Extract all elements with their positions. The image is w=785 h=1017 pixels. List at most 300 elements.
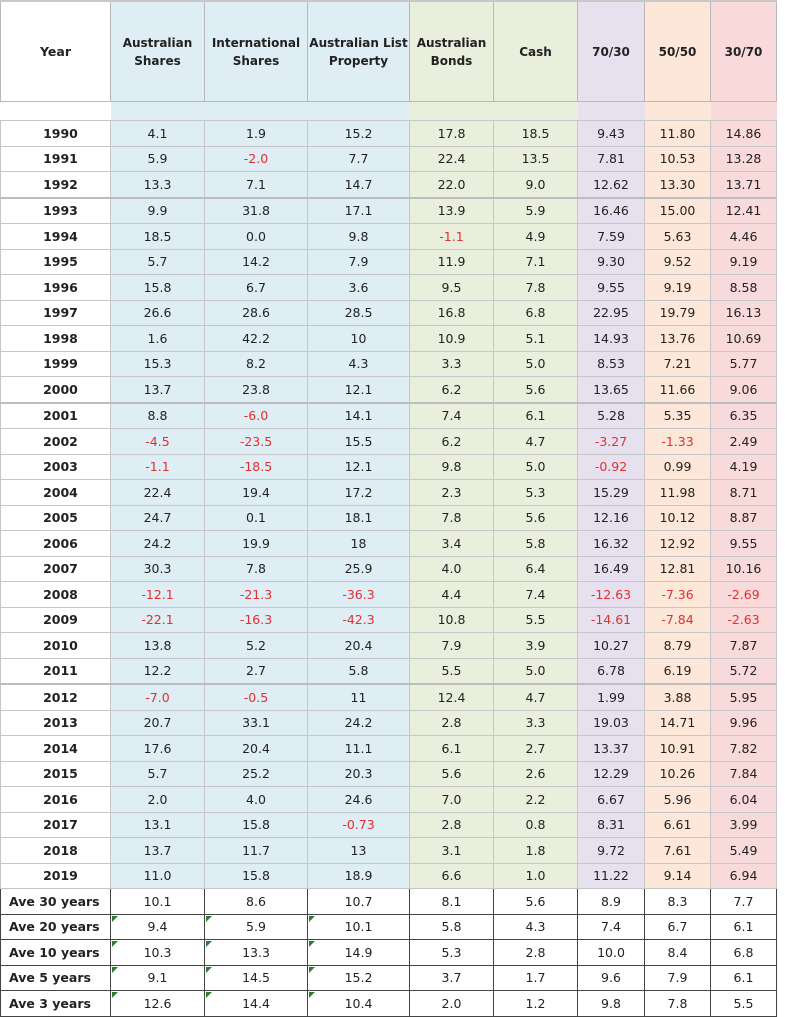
average-value: 2.8 — [525, 944, 546, 960]
mix-50-50-cell: 7.21 — [645, 351, 711, 377]
average-value: 1.7 — [525, 970, 546, 986]
average-value: 6.7 — [667, 919, 688, 935]
mix-30-70-cell: 2.49 — [711, 429, 777, 455]
international-shares-cell: 14.2 — [205, 249, 308, 275]
year-cell: 1999 — [1, 351, 111, 377]
table-row — [1, 684, 777, 710]
header-50-50: 50/50 — [645, 1, 711, 102]
year-cell: 1994 — [1, 224, 111, 250]
mix-30-70-cell: 8.58 — [711, 275, 777, 301]
mix-70-30-cell: 22.95 — [578, 300, 645, 326]
australian-bonds-cell: 7.4 — [410, 403, 494, 429]
australian-shares-average-cell — [111, 991, 205, 1017]
mix-30-70-average-cell — [711, 889, 777, 915]
formula-marker-icon — [309, 941, 315, 947]
year-cell: 2009 — [1, 607, 111, 633]
mix-50-50-cell: 14.71 — [645, 710, 711, 736]
international-shares-cell: 28.6 — [205, 300, 308, 326]
average-value: 5.5 — [733, 995, 754, 1011]
cash-average-cell — [494, 940, 578, 966]
international-shares-average-cell — [205, 889, 308, 915]
mix-50-50-cell: 10.26 — [645, 761, 711, 787]
mix-70-30-cell: 16.49 — [578, 556, 645, 582]
australian-shares-average-cell — [111, 940, 205, 966]
formula-marker-icon — [309, 992, 315, 998]
average-row — [1, 889, 777, 915]
international-shares-cell: -18.5 — [205, 454, 308, 480]
mix-70-30-cell: -14.61 — [578, 607, 645, 633]
year-cell: 2008 — [1, 582, 111, 608]
average-value: 14.9 — [344, 944, 373, 960]
year-cell: 2015 — [1, 761, 111, 787]
mix-50-50-cell: 8.79 — [645, 633, 711, 659]
australian-list-property-cell: 18 — [308, 531, 410, 557]
header-australian-list-property: Australian List Property — [308, 1, 410, 102]
australian-bonds-cell: 16.8 — [410, 300, 494, 326]
cash-cell: 5.1 — [494, 326, 578, 352]
international-shares-average-cell — [205, 914, 308, 940]
mix-70-30-cell: 10.27 — [578, 633, 645, 659]
formula-marker-icon — [112, 967, 118, 973]
mix-50-50-cell: 9.19 — [645, 275, 711, 301]
australian-bonds-cell: 22.0 — [410, 172, 494, 198]
mix-50-50-cell: 5.35 — [645, 403, 711, 429]
mix-70-30-average-cell — [578, 940, 645, 966]
average-value: 7.7 — [733, 893, 754, 909]
australian-shares-cell: 26.6 — [111, 300, 205, 326]
mix-30-70-cell: 13.28 — [711, 146, 777, 172]
australian-shares-average-cell — [111, 889, 205, 915]
table-row — [1, 736, 777, 762]
mix-70-30-cell: 13.65 — [578, 377, 645, 403]
australian-list-property-cell: 24.2 — [308, 710, 410, 736]
mix-30-70-cell: 5.49 — [711, 838, 777, 864]
table-row — [1, 224, 777, 250]
mix-50-50-cell: 9.52 — [645, 249, 711, 275]
mix-30-70-cell: 6.94 — [711, 863, 777, 889]
average-value: 8.9 — [601, 893, 621, 909]
international-shares-cell: 19.4 — [205, 480, 308, 506]
mix-50-50-cell: 3.88 — [645, 684, 711, 710]
average-label-cell: Ave 5 years — [1, 965, 111, 991]
australian-shares-cell: 20.7 — [111, 710, 205, 736]
mix-50-50-cell: 19.79 — [645, 300, 711, 326]
year-cell: 2006 — [1, 531, 111, 557]
mix-50-50-cell: -7.36 — [645, 582, 711, 608]
average-value: 9.8 — [601, 995, 621, 1011]
australian-shares-cell: 13.8 — [111, 633, 205, 659]
average-value: 8.6 — [246, 893, 266, 909]
cash-cell: 9.0 — [494, 172, 578, 198]
mix-30-70-cell: 9.06 — [711, 377, 777, 403]
header-30-70: 30/70 — [711, 1, 777, 102]
mix-30-70-cell: -2.63 — [711, 607, 777, 633]
year-cell: 2003 — [1, 454, 111, 480]
australian-shares-average-cell — [111, 914, 205, 940]
cash-cell: 5.0 — [494, 454, 578, 480]
australian-list-property-cell: -0.73 — [308, 812, 410, 838]
australian-list-property-cell: 15.2 — [308, 121, 410, 147]
cash-cell: 3.3 — [494, 710, 578, 736]
formula-marker-icon — [206, 992, 212, 998]
table-row — [1, 198, 777, 224]
australian-shares-cell: -12.1 — [111, 582, 205, 608]
average-value: 8.1 — [441, 893, 462, 909]
australian-bonds-cell: 2.8 — [410, 710, 494, 736]
international-shares-cell: -0.5 — [205, 684, 308, 710]
header-spacer-row — [1, 102, 777, 121]
mix-70-30-cell: -3.27 — [578, 429, 645, 455]
mix-30-70-cell: 4.46 — [711, 224, 777, 250]
australian-shares-cell: 11.0 — [111, 863, 205, 889]
australian-list-property-cell: 17.2 — [308, 480, 410, 506]
year-cell: 1993 — [1, 198, 111, 224]
australian-list-property-cell: 5.8 — [308, 658, 410, 684]
australian-bonds-average-cell — [410, 940, 494, 966]
mix-50-50-cell: 11.80 — [645, 121, 711, 147]
international-shares-cell: 42.2 — [205, 326, 308, 352]
cash-cell: 4.7 — [494, 684, 578, 710]
mix-30-70-cell: 8.87 — [711, 505, 777, 531]
table-row — [1, 531, 777, 557]
mix-50-50-cell: -7.84 — [645, 607, 711, 633]
international-shares-cell: -2.0 — [205, 146, 308, 172]
mix-30-70-cell: 16.13 — [711, 300, 777, 326]
header-cash: Cash — [494, 1, 578, 102]
cash-average-cell — [494, 914, 578, 940]
australian-shares-cell: 13.3 — [111, 172, 205, 198]
australian-list-property-cell: 12.1 — [308, 454, 410, 480]
australian-shares-cell: 17.6 — [111, 736, 205, 762]
australian-list-property-cell: 17.1 — [308, 198, 410, 224]
australian-list-property-cell: 13 — [308, 838, 410, 864]
year-cell: 2005 — [1, 505, 111, 531]
australian-list-property-cell: 20.3 — [308, 761, 410, 787]
mix-70-30-cell: 8.31 — [578, 812, 645, 838]
table-row — [1, 658, 777, 684]
average-value: 3.7 — [441, 970, 462, 986]
australian-list-property-cell: 20.4 — [308, 633, 410, 659]
international-shares-cell: 5.2 — [205, 633, 308, 659]
international-shares-cell: 20.4 — [205, 736, 308, 762]
international-shares-cell: 0.1 — [205, 505, 308, 531]
table-row — [1, 326, 777, 352]
average-value: 13.3 — [242, 944, 270, 960]
average-value: 6.1 — [733, 970, 754, 986]
international-shares-cell: -23.5 — [205, 429, 308, 455]
table-row — [1, 863, 777, 889]
australian-shares-cell: -1.1 — [111, 454, 205, 480]
spacer-cell — [711, 102, 777, 121]
international-shares-cell: 7.1 — [205, 172, 308, 198]
average-value: 7.9 — [667, 970, 688, 986]
australian-bonds-cell: 6.6 — [410, 863, 494, 889]
year-cell: 1998 — [1, 326, 111, 352]
australian-list-property-cell: 11.1 — [308, 736, 410, 762]
average-value: 2.0 — [441, 995, 462, 1011]
australian-shares-cell: 1.6 — [111, 326, 205, 352]
mix-30-70-cell: 10.16 — [711, 556, 777, 582]
australian-bonds-cell: 5.6 — [410, 761, 494, 787]
table-row — [1, 351, 777, 377]
year-cell: 2001 — [1, 403, 111, 429]
average-value: 5.3 — [441, 944, 462, 960]
cash-cell: 5.9 — [494, 198, 578, 224]
australian-shares-cell: 13.7 — [111, 377, 205, 403]
australian-bonds-cell: 9.5 — [410, 275, 494, 301]
australian-list-property-cell: 14.1 — [308, 403, 410, 429]
australian-shares-cell: 18.5 — [111, 224, 205, 250]
mix-30-70-cell: 6.04 — [711, 787, 777, 813]
cash-cell: 6.8 — [494, 300, 578, 326]
formula-marker-icon — [309, 916, 315, 922]
cash-cell: 2.6 — [494, 761, 578, 787]
cash-cell: 1.8 — [494, 838, 578, 864]
australian-bonds-cell: 7.9 — [410, 633, 494, 659]
mix-50-50-cell: 15.00 — [645, 198, 711, 224]
mix-50-50-average-cell — [645, 889, 711, 915]
cash-cell: 7.1 — [494, 249, 578, 275]
mix-30-70-cell: 9.96 — [711, 710, 777, 736]
cash-average-cell — [494, 965, 578, 991]
mix-30-70-cell: 3.99 — [711, 812, 777, 838]
australian-shares-cell: 5.7 — [111, 249, 205, 275]
australian-shares-cell: 5.9 — [111, 146, 205, 172]
header-70-30: 70/30 — [578, 1, 645, 102]
average-value: 1.2 — [525, 995, 546, 1011]
australian-shares-cell: 12.2 — [111, 658, 205, 684]
mix-70-30-cell: -12.63 — [578, 582, 645, 608]
australian-bonds-cell: 4.0 — [410, 556, 494, 582]
cash-cell: 7.8 — [494, 275, 578, 301]
australian-bonds-average-cell — [410, 965, 494, 991]
mix-70-30-cell: 9.72 — [578, 838, 645, 864]
average-value: 9.1 — [147, 970, 168, 986]
mix-70-30-average-cell — [578, 965, 645, 991]
cash-cell: 18.5 — [494, 121, 578, 147]
australian-list-property-average-cell — [308, 991, 410, 1017]
mix-50-50-cell: 7.61 — [645, 838, 711, 864]
spacer-cell — [205, 102, 308, 121]
average-value: 14.4 — [242, 995, 270, 1011]
average-row — [1, 965, 777, 991]
australian-shares-cell: 5.7 — [111, 761, 205, 787]
table-row — [1, 812, 777, 838]
average-value: 10.1 — [143, 893, 172, 909]
cash-cell: 4.7 — [494, 429, 578, 455]
mix-30-70-cell: 14.86 — [711, 121, 777, 147]
international-shares-cell: 15.8 — [205, 812, 308, 838]
average-value: 6.1 — [733, 919, 754, 935]
cash-cell: 2.7 — [494, 736, 578, 762]
year-cell: 2016 — [1, 787, 111, 813]
australian-list-property-cell: 7.9 — [308, 249, 410, 275]
table-row — [1, 300, 777, 326]
australian-list-property-cell: 18.9 — [308, 863, 410, 889]
spacer-cell — [578, 102, 645, 121]
average-label-cell: Ave 20 years — [1, 914, 111, 940]
mix-30-70-cell: 7.87 — [711, 633, 777, 659]
formula-marker-icon — [112, 916, 118, 922]
australian-bonds-cell: 4.4 — [410, 582, 494, 608]
australian-list-property-average-cell — [308, 914, 410, 940]
mix-30-70-cell: 4.19 — [711, 454, 777, 480]
cash-cell: 13.5 — [494, 146, 578, 172]
mix-30-70-cell: 13.71 — [711, 172, 777, 198]
mix-30-70-cell: 5.95 — [711, 684, 777, 710]
international-shares-cell: 23.8 — [205, 377, 308, 403]
international-shares-cell: 19.9 — [205, 531, 308, 557]
australian-shares-average-cell — [111, 965, 205, 991]
mix-70-30-cell: -0.92 — [578, 454, 645, 480]
table-row — [1, 787, 777, 813]
average-row — [1, 991, 777, 1017]
australian-shares-cell: 22.4 — [111, 480, 205, 506]
table-row — [1, 454, 777, 480]
mix-50-50-cell: 12.81 — [645, 556, 711, 582]
formula-marker-icon — [112, 992, 118, 998]
spacer-cell — [645, 102, 711, 121]
spacer-cell — [308, 102, 410, 121]
mix-50-50-cell: 10.53 — [645, 146, 711, 172]
year-cell: 2018 — [1, 838, 111, 864]
australian-list-property-cell: 4.3 — [308, 351, 410, 377]
mix-30-70-cell: 7.84 — [711, 761, 777, 787]
mix-50-50-cell: 10.12 — [645, 505, 711, 531]
formula-marker-icon — [206, 941, 212, 947]
table-row — [1, 275, 777, 301]
spacer-cell — [1, 102, 111, 121]
average-value: 8.3 — [667, 893, 688, 909]
mix-70-30-cell: 13.37 — [578, 736, 645, 762]
cash-cell: 6.1 — [494, 403, 578, 429]
mix-30-70-cell: 8.71 — [711, 480, 777, 506]
cash-cell: 5.5 — [494, 607, 578, 633]
cash-average-cell — [494, 991, 578, 1017]
table-row — [1, 838, 777, 864]
mix-70-30-cell: 15.29 — [578, 480, 645, 506]
year-cell: 2007 — [1, 556, 111, 582]
australian-shares-cell: 13.1 — [111, 812, 205, 838]
australian-list-property-cell: 14.7 — [308, 172, 410, 198]
mix-70-30-cell: 16.32 — [578, 531, 645, 557]
mix-70-30-cell: 8.53 — [578, 351, 645, 377]
cash-cell: 5.0 — [494, 351, 578, 377]
mix-50-50-cell: 12.92 — [645, 531, 711, 557]
australian-shares-cell: 9.9 — [111, 198, 205, 224]
header-year: Year — [1, 1, 111, 102]
average-value: 10.0 — [597, 944, 625, 960]
year-cell: 1997 — [1, 300, 111, 326]
australian-list-property-cell: 3.6 — [308, 275, 410, 301]
australian-bonds-cell: 11.9 — [410, 249, 494, 275]
mix-50-50-cell: 11.66 — [645, 377, 711, 403]
australian-bonds-cell: 6.2 — [410, 429, 494, 455]
mix-70-30-cell: 6.78 — [578, 658, 645, 684]
average-row — [1, 914, 777, 940]
mix-70-30-average-cell — [578, 991, 645, 1017]
average-row — [1, 940, 777, 966]
australian-bonds-cell: 9.8 — [410, 454, 494, 480]
average-label-cell: Ave 10 years — [1, 940, 111, 966]
international-shares-cell: -21.3 — [205, 582, 308, 608]
cash-cell: 7.4 — [494, 582, 578, 608]
header-australian-shares: Australian Shares — [111, 1, 205, 102]
cash-cell: 3.9 — [494, 633, 578, 659]
year-cell: 1990 — [1, 121, 111, 147]
mix-70-30-cell: 6.67 — [578, 787, 645, 813]
international-shares-cell: 2.7 — [205, 658, 308, 684]
mix-50-50-average-cell — [645, 965, 711, 991]
average-value: 5.8 — [441, 919, 462, 935]
australian-shares-cell: 8.8 — [111, 403, 205, 429]
mix-70-30-cell: 7.81 — [578, 146, 645, 172]
cash-cell: 5.6 — [494, 377, 578, 403]
mix-50-50-cell: 13.30 — [645, 172, 711, 198]
table-row — [1, 249, 777, 275]
mix-30-70-average-cell — [711, 940, 777, 966]
mix-50-50-cell: 9.14 — [645, 863, 711, 889]
mix-50-50-cell: 11.98 — [645, 480, 711, 506]
australian-list-property-cell: 7.7 — [308, 146, 410, 172]
mix-70-30-cell: 19.03 — [578, 710, 645, 736]
australian-bonds-cell: 5.5 — [410, 658, 494, 684]
mix-70-30-cell: 12.16 — [578, 505, 645, 531]
formula-marker-icon — [206, 967, 212, 973]
australian-shares-cell: -4.5 — [111, 429, 205, 455]
table-row — [1, 121, 777, 147]
mix-50-50-cell: 13.76 — [645, 326, 711, 352]
australian-shares-cell: 24.7 — [111, 505, 205, 531]
mix-70-30-average-cell — [578, 914, 645, 940]
mix-30-70-cell: 5.77 — [711, 351, 777, 377]
mix-30-70-cell: 9.55 — [711, 531, 777, 557]
australian-list-property-cell: -42.3 — [308, 607, 410, 633]
year-cell: 2014 — [1, 736, 111, 762]
year-cell: 2019 — [1, 863, 111, 889]
mix-70-30-cell: 9.43 — [578, 121, 645, 147]
average-value: 7.4 — [601, 919, 621, 935]
year-cell: 1995 — [1, 249, 111, 275]
table-row — [1, 172, 777, 198]
mix-70-30-cell: 11.22 — [578, 863, 645, 889]
international-shares-average-cell — [205, 940, 308, 966]
cash-cell: 0.8 — [494, 812, 578, 838]
average-value: 10.7 — [344, 893, 373, 909]
australian-list-property-cell: 18.1 — [308, 505, 410, 531]
international-shares-cell: 15.8 — [205, 863, 308, 889]
mix-30-70-cell: 12.41 — [711, 198, 777, 224]
table-row — [1, 146, 777, 172]
australian-list-property-average-cell — [308, 889, 410, 915]
mix-70-30-cell: 5.28 — [578, 403, 645, 429]
mix-50-50-cell: 5.63 — [645, 224, 711, 250]
spacer-cell — [494, 102, 578, 121]
international-shares-cell: 31.8 — [205, 198, 308, 224]
mix-70-30-cell: 7.59 — [578, 224, 645, 250]
table-row — [1, 710, 777, 736]
international-shares-cell: 6.7 — [205, 275, 308, 301]
average-value: 4.3 — [525, 919, 546, 935]
australian-list-property-cell: -36.3 — [308, 582, 410, 608]
cash-cell: 4.9 — [494, 224, 578, 250]
australian-list-property-cell: 24.6 — [308, 787, 410, 813]
international-shares-cell: -6.0 — [205, 403, 308, 429]
cash-average-cell — [494, 889, 578, 915]
australian-bonds-cell: 3.4 — [410, 531, 494, 557]
average-value: 7.8 — [667, 995, 688, 1011]
mix-30-70-average-cell — [711, 991, 777, 1017]
